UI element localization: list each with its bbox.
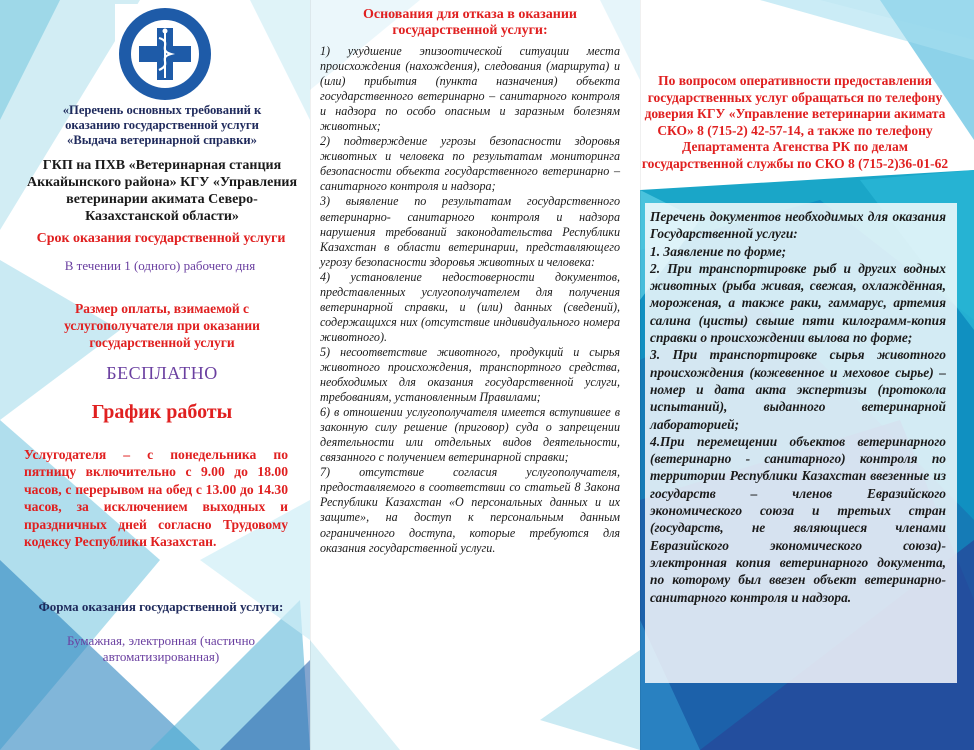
refusal-grounds-heading: Основания для отказа в оказании государственной услуги: [362,7,577,38]
required-documents [650,208,946,606]
refusal-ground-item: 7) отсутствие согласия услугополучателя, предоставляемого в соответствии со статьей 8 Закона Республики Казахстан «О персональных данных и их защите», на доступ к персональным данным ограниченного доступа, которые требуются для оказания государственной услуги. [320,465,620,555]
schedule-text: Услугодателя – с понедельника по пятницу включительно с 9.00 до 18.00 часов, с перерывом на обед с 13.00 до 14.30 часов, за исключением выходных и праздничных дней согласно Трудовому кодексу Республики Казахстан. [24,447,288,550]
leaflet-title: «Перечень основных требований к оказанию государственной услуги «Выдача ветеринарной справки» [62,103,262,147]
document-item: 3. При транспортировке сырья животного происхождения (кожевенное и меховое сырье) – номер и дата акта экспертизы (протокола испытаний), выданного ветеринарной лабораторией; [650,347,946,432]
contact-info: По вопросом оперативности предоставления государственных услуг обращаться по телефону доверия КГУ «Управление ветеринарии акимата СКО» 8 (715-2) 42-57-14, а также по телефону Департамента Агенства РК по делам государственной службы по СКО 8 (715-2)36-01-62 [641,73,949,171]
refusal-ground-item: 4) установление недостоверности документов, представленных услугополучателем для получения ветеринарной справки, и (или) данных (сведений), содержащихся них (отсутствие индивидуального номера животного). [320,269,620,344]
refusal-ground-item: 5) несоответствие животного, продукций и сырья животного происхождения, транспортного средства, необходимых для оказания государственной услуги, требованиям, установленным Правилами; [320,344,620,405]
service-term-heading: Срок оказания государственной услуги [36,231,286,246]
service-form-text: Бумажная, электронная (частично автоматизированная) [66,633,256,664]
document-item: 1. Заявление по форме; [650,243,787,259]
refusal-grounds-list [320,44,620,556]
service-term-text: В течении 1 (одного) рабочего дня [64,258,256,273]
service-form-heading: Форма оказания государственной услуги: [38,599,284,614]
refusal-ground-item: 6) в отношении услугополучателя имеется вступившее в законную силу решение (приговор) суда о запрещении деятельности или отдельных видов деятельности, связанного с получением ветеринарной справки; [320,405,620,465]
fold-line-1 [310,0,311,750]
document-item: 4.При перемещении объектов ветеринарного (ветеринарно - санитарного) контроля по территории Республики Казахстан ввезенные из государств – членов Евразийского экономического союза и третьих стран (государств, не являющиеся членами Евразийского экономического союза)- электронная копия ветеринарного документа, по которому был ввезен объект ветеринарно- санитарного контроля и надзора. [650,433,946,605]
schedule-heading: График работы [91,401,233,423]
document-item: 2. При транспортировке рыб и других водных животных (рыба живая, свежая, охлаждённая, мороженая, а также раки, гаммарус, артемия салина (цисты) свыше пяти килограмм-копия справки о происхождении вылова по форме; [650,260,946,346]
payment-value: БЕСПЛАТНО [106,363,218,383]
refusal-ground-item: 2) подтверждение угрозы безопасности здоровья животных и человека по результатам мониторинга безопасности объекта государственного ветеринарно –санитарного контроля и надзора; [320,134,620,194]
payment-heading: Размер оплаты, взимаемой с услугополучателя при оказании государственной услуги [64,301,260,350]
veterinary-logo-icon [115,4,215,104]
refusal-ground-item: 1) ухудшение эпизоотической ситуации места происхождения (нахождения), следования (маршрута) и (или) прибытия (пункта назначения) объекта государственного ветеринарно – санитарного контроля и надзора по особо опасным и заразным болезням животных; [320,44,620,134]
documents-heading: Перечень документов необходимых для оказания Государственной услуги: [650,209,946,242]
organization-name: ГКП на ПХВ «Ветеринарная станция Аккайынского района» КГУ «Управления ветеринарии акимата Северо-Казахстанской области» [26,158,298,224]
refusal-ground-item: 3) выявление по результатам государственного ветеринарно- санитарного контроля и надзора нарушения требований законодательства Республики Казахстан в области ветеринарии, представляющего угрозу безопасности здоровья животных и человека: [320,194,620,269]
